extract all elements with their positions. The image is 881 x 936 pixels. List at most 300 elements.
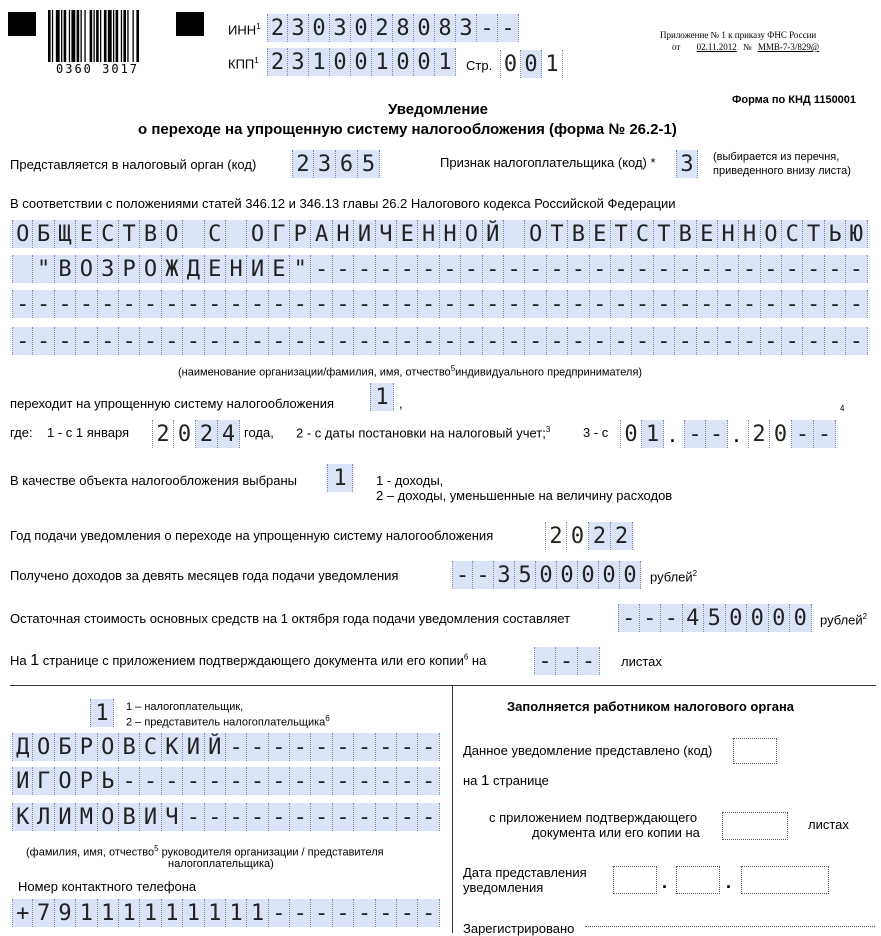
char-cell: 2 bbox=[196, 420, 218, 448]
signer-option-1: 1 – налогоплательщик, bbox=[126, 701, 244, 713]
object-field[interactable] bbox=[327, 464, 353, 492]
char-cell: - bbox=[632, 255, 653, 283]
char-cell: - bbox=[739, 290, 760, 318]
income-field[interactable] bbox=[452, 561, 641, 589]
char-cell: - bbox=[590, 290, 611, 318]
barcode-image bbox=[48, 10, 166, 62]
office-heading: Заполняется работником налогового органа bbox=[507, 699, 795, 714]
char-cell: 0 bbox=[309, 14, 330, 42]
char-cell: - bbox=[290, 767, 311, 795]
char-cell: - bbox=[803, 327, 824, 355]
char-cell: - bbox=[697, 290, 718, 318]
char-cell: - bbox=[461, 255, 482, 283]
char-cell: - bbox=[706, 420, 728, 448]
char-cell: 0 bbox=[536, 561, 557, 589]
char-cell: - bbox=[397, 733, 418, 761]
char-cell: - bbox=[269, 733, 290, 761]
char-cell: - bbox=[782, 327, 803, 355]
char-cell: - bbox=[483, 327, 504, 355]
char-cell: - bbox=[183, 803, 204, 831]
char-cell: - bbox=[354, 290, 375, 318]
char-cell: - bbox=[226, 767, 247, 795]
char-cell: Ь bbox=[825, 220, 846, 248]
office-registered-label: Зарегистрировано bbox=[463, 921, 575, 936]
char-cell: А bbox=[311, 220, 332, 248]
char-cell: - bbox=[547, 290, 568, 318]
taxpayer-sign-note-1: (выбирается из перечня, bbox=[713, 151, 840, 163]
char-cell: О bbox=[76, 255, 97, 283]
assets-label: Остаточная стоимость основных средств на 1 октября года подачи уведомления составляет bbox=[10, 611, 571, 626]
kpp-label: КПП$^1$ bbox=[228, 56, 259, 72]
office-sheets-field[interactable] bbox=[722, 812, 788, 840]
char-cell: - bbox=[654, 327, 675, 355]
char-cell: О bbox=[55, 767, 76, 795]
char-cell: С bbox=[140, 733, 161, 761]
office-date-sep-1: . bbox=[662, 872, 668, 892]
char-cell: - bbox=[33, 327, 54, 355]
char-cell: - bbox=[290, 290, 311, 318]
char-cell: Г bbox=[33, 767, 54, 795]
assets-field[interactable] bbox=[618, 604, 812, 632]
char-cell: - bbox=[290, 899, 311, 927]
char-cell: - bbox=[333, 803, 354, 831]
char-cell: 1 bbox=[327, 464, 353, 492]
org-name-caption: (наименование организации/фамилия, имя, отчество$^5$индивидуального предпринимателя) bbox=[178, 364, 643, 379]
char-cell: - bbox=[632, 327, 653, 355]
char-cell: - bbox=[205, 290, 226, 318]
char-cell: - bbox=[98, 290, 119, 318]
char-cell: - bbox=[568, 327, 589, 355]
object-option-1: 1 - доходы, bbox=[376, 473, 444, 488]
column-divider bbox=[452, 685, 453, 933]
char-cell: - bbox=[782, 255, 803, 283]
char-cell: - bbox=[418, 327, 439, 355]
char-cell: - bbox=[247, 327, 268, 355]
taxpayer-sign-label: Признак налогоплательщика (код) * bbox=[440, 155, 656, 170]
date-month-field[interactable] bbox=[684, 420, 728, 448]
char-cell: + bbox=[12, 899, 33, 927]
char-cell: 2 bbox=[152, 420, 174, 448]
char-cell: - bbox=[618, 604, 640, 632]
char-cell: - bbox=[611, 290, 632, 318]
char-cell: 3 bbox=[494, 561, 515, 589]
char-cell: 1 bbox=[370, 383, 394, 411]
org-name-row-3[interactable] bbox=[12, 290, 868, 318]
char-cell: 3 bbox=[676, 150, 698, 178]
office-code-field[interactable] bbox=[733, 738, 777, 764]
office-date-month[interactable] bbox=[676, 866, 720, 894]
kpp-field[interactable] bbox=[267, 48, 456, 76]
pages-sheets-label: листах bbox=[621, 654, 662, 669]
char-cell: Й bbox=[205, 733, 226, 761]
notice-year-label: Год подачи уведомления о переходе на упрощенную систему налогообложения bbox=[10, 528, 494, 543]
barcode-bar bbox=[56, 10, 60, 62]
section-divider bbox=[10, 685, 876, 686]
char-cell: 5 bbox=[515, 561, 536, 589]
char-cell: И bbox=[140, 803, 161, 831]
char-cell: - bbox=[739, 255, 760, 283]
char-cell: - bbox=[12, 327, 33, 355]
char-cell: - bbox=[440, 290, 461, 318]
char-cell: - bbox=[247, 803, 268, 831]
char-cell: - bbox=[846, 290, 867, 318]
date-day-field[interactable] bbox=[620, 420, 664, 448]
char-cell: - bbox=[418, 290, 439, 318]
char-cell: 1 bbox=[98, 899, 119, 927]
char-cell: 1 bbox=[542, 50, 563, 78]
char-cell: - bbox=[556, 647, 578, 675]
org-name-row-4[interactable] bbox=[12, 327, 868, 355]
char-cell: - bbox=[376, 803, 397, 831]
char-cell: В bbox=[140, 220, 161, 248]
char-cell: Ж bbox=[162, 255, 183, 283]
char-cell: Д bbox=[12, 733, 33, 761]
option-2-label: 2 - с даты постановки на налоговый учет;$^3$ bbox=[296, 425, 551, 441]
char-cell: - bbox=[632, 290, 653, 318]
char-cell: 3 bbox=[288, 48, 309, 76]
char-cell: - bbox=[354, 733, 375, 761]
char-cell: - bbox=[761, 327, 782, 355]
char-cell: - bbox=[76, 327, 97, 355]
barcode-bar bbox=[108, 10, 112, 62]
barcode-bar bbox=[48, 10, 51, 62]
char-cell: - bbox=[697, 327, 718, 355]
char-cell: - bbox=[397, 290, 418, 318]
income-unit: рублей$^2$ bbox=[650, 569, 698, 585]
char-cell: - bbox=[33, 290, 54, 318]
char-cell: - bbox=[333, 327, 354, 355]
char-cell: - bbox=[333, 899, 354, 927]
char-cell: - bbox=[247, 290, 268, 318]
char-cell: Й bbox=[483, 220, 504, 248]
char-cell: - bbox=[483, 290, 504, 318]
form-code: Форма по КНД 1150001 bbox=[732, 94, 857, 106]
char-cell: О bbox=[461, 220, 482, 248]
char-cell: 6 bbox=[336, 150, 358, 178]
char-cell: - bbox=[376, 290, 397, 318]
char-cell: - bbox=[162, 767, 183, 795]
signer-patronymic-field[interactable] bbox=[12, 803, 440, 831]
char-cell: - bbox=[333, 290, 354, 318]
char-cell: 0 bbox=[414, 14, 435, 42]
taxpayer-sign-field[interactable] bbox=[676, 150, 698, 178]
char-cell: М bbox=[76, 803, 97, 831]
char-cell: Т bbox=[119, 220, 140, 248]
char-cell: 1 bbox=[372, 48, 393, 76]
char-cell: 0 bbox=[578, 561, 599, 589]
char-cell: - bbox=[354, 255, 375, 283]
char-cell: - bbox=[739, 327, 760, 355]
char-cell: С bbox=[98, 220, 119, 248]
char-cell: - bbox=[525, 255, 546, 283]
page-field[interactable] bbox=[500, 50, 563, 78]
char-cell: - bbox=[590, 255, 611, 283]
char-cell: - bbox=[226, 327, 247, 355]
char-cell: 2 bbox=[589, 522, 611, 550]
inn-field[interactable] bbox=[267, 14, 519, 42]
char-cell: - bbox=[226, 733, 247, 761]
char-cell bbox=[183, 220, 204, 248]
form-subtitle: о переходе на упрощенную систему налогообложения (форма № 26.2-1) bbox=[138, 121, 677, 138]
char-cell: Н bbox=[226, 255, 247, 283]
office-date-label-2: уведомления bbox=[463, 880, 544, 895]
transition-comma: , bbox=[399, 396, 403, 411]
phone-field[interactable] bbox=[12, 899, 440, 927]
char-cell: - bbox=[525, 327, 546, 355]
barcode-bar bbox=[81, 10, 82, 62]
barcode-bar bbox=[127, 10, 128, 62]
char-cell: " bbox=[33, 255, 54, 283]
notice-year-field[interactable] bbox=[545, 522, 633, 550]
tax-office-label: Представляется в налоговый орган (код) bbox=[10, 157, 257, 172]
char-cell: - bbox=[311, 255, 332, 283]
char-cell: - bbox=[611, 255, 632, 283]
org-name-row-1[interactable] bbox=[12, 220, 868, 248]
char-cell: 2 bbox=[611, 522, 633, 550]
char-cell: - bbox=[311, 767, 332, 795]
char-cell: - bbox=[418, 767, 439, 795]
char-cell: - bbox=[205, 767, 226, 795]
char-cell: О bbox=[140, 255, 161, 283]
signer-option-2: 2 – представитель налогоплательщика$^6$ bbox=[126, 714, 330, 729]
char-cell: З bbox=[98, 255, 119, 283]
office-date-day[interactable] bbox=[613, 866, 657, 894]
char-cell: - bbox=[55, 327, 76, 355]
char-cell: - bbox=[333, 767, 354, 795]
char-cell: - bbox=[98, 327, 119, 355]
signer-name-field[interactable] bbox=[12, 767, 440, 795]
char-cell: - bbox=[269, 327, 290, 355]
char-cell: 2 bbox=[267, 14, 288, 42]
char-cell: Е bbox=[76, 220, 97, 248]
assets-unit: рублей$^2$ bbox=[820, 612, 868, 628]
char-cell: - bbox=[654, 290, 675, 318]
char-cell: - bbox=[640, 604, 662, 632]
char-cell: Е bbox=[397, 220, 418, 248]
char-cell: В bbox=[675, 220, 696, 248]
year-field[interactable] bbox=[152, 420, 240, 448]
char-cell: 0 bbox=[620, 420, 642, 448]
date-separator-2: . bbox=[734, 426, 740, 446]
transition-label: переходит на упрощенную систему налогообложения bbox=[10, 396, 335, 411]
char-cell: О bbox=[761, 220, 782, 248]
char-cell: - bbox=[376, 899, 397, 927]
appendix-note: Приложение № 1 к приказу ФНС России bbox=[660, 30, 817, 40]
char-cell: 1 bbox=[435, 48, 456, 76]
char-cell: - bbox=[311, 899, 332, 927]
signer-surname-field[interactable] bbox=[12, 733, 440, 761]
char-cell: Н bbox=[418, 220, 439, 248]
char-cell: О bbox=[12, 220, 33, 248]
char-cell: 2 bbox=[748, 420, 770, 448]
char-cell: В bbox=[568, 220, 589, 248]
char-cell: И bbox=[354, 220, 375, 248]
char-cell: - bbox=[311, 327, 332, 355]
char-cell: 0 bbox=[557, 561, 578, 589]
char-cell: 1 bbox=[90, 699, 114, 727]
char-cell: Р bbox=[76, 733, 97, 761]
transition-field[interactable] bbox=[370, 383, 394, 411]
char-cell: - bbox=[814, 420, 836, 448]
char-cell: - bbox=[376, 767, 397, 795]
char-cell: - bbox=[119, 327, 140, 355]
char-cell bbox=[226, 220, 247, 248]
char-cell: - bbox=[418, 803, 439, 831]
char-cell: 2 bbox=[545, 522, 567, 550]
char-cell: - bbox=[477, 14, 498, 42]
char-cell: - bbox=[461, 327, 482, 355]
char-cell: Ь bbox=[98, 767, 119, 795]
char-cell: 1 bbox=[140, 899, 161, 927]
char-cell: 1 bbox=[642, 420, 664, 448]
char-cell: - bbox=[792, 420, 814, 448]
char-cell: 3 bbox=[456, 14, 477, 42]
org-name-row-2[interactable] bbox=[12, 255, 868, 283]
char-cell: - bbox=[718, 255, 739, 283]
char-cell: Г bbox=[269, 220, 290, 248]
char-cell: - bbox=[504, 290, 525, 318]
char-cell: - bbox=[183, 767, 204, 795]
corner-marker-right bbox=[176, 12, 204, 36]
char-cell: - bbox=[697, 255, 718, 283]
char-cell: - bbox=[354, 803, 375, 831]
char-cell: Ч bbox=[376, 220, 397, 248]
char-cell: - bbox=[498, 14, 519, 42]
char-cell: 0 bbox=[567, 522, 589, 550]
barcode-bar bbox=[113, 10, 114, 62]
char-cell: Р bbox=[290, 220, 311, 248]
char-cell: - bbox=[418, 899, 439, 927]
char-cell: - bbox=[140, 327, 161, 355]
char-cell: - bbox=[846, 327, 867, 355]
corner-marker-left bbox=[8, 12, 36, 36]
char-cell: И bbox=[183, 733, 204, 761]
char-cell: 3 bbox=[288, 14, 309, 42]
char-cell: 3 bbox=[330, 14, 351, 42]
char-cell: 3 bbox=[314, 150, 336, 178]
char-cell: - bbox=[183, 327, 204, 355]
char-cell: - bbox=[119, 290, 140, 318]
char-cell: И bbox=[247, 255, 268, 283]
char-cell: 8 bbox=[393, 14, 414, 42]
char-cell: Е bbox=[697, 220, 718, 248]
char-cell: - bbox=[290, 733, 311, 761]
barcode-bar bbox=[133, 10, 134, 62]
signer-type-field[interactable] bbox=[90, 699, 114, 727]
char-cell: 9 bbox=[55, 899, 76, 927]
char-cell: О bbox=[525, 220, 546, 248]
char-cell: - bbox=[568, 255, 589, 283]
char-cell: - bbox=[418, 255, 439, 283]
char-cell: - bbox=[12, 290, 33, 318]
char-cell: - bbox=[269, 767, 290, 795]
char-cell: Н bbox=[718, 220, 739, 248]
char-cell: Т bbox=[611, 220, 632, 248]
char-cell: 1 bbox=[205, 899, 226, 927]
char-cell: 0 bbox=[351, 14, 372, 42]
barcode-number: 0360 3017 bbox=[56, 62, 140, 76]
date-separator-1: . bbox=[670, 426, 676, 446]
char-cell: 2 bbox=[372, 14, 393, 42]
char-cell: Т bbox=[803, 220, 824, 248]
char-cell: Н bbox=[333, 220, 354, 248]
char-cell: - bbox=[718, 327, 739, 355]
char-cell: И bbox=[55, 803, 76, 831]
appendix-ref: от 02.11.2012 № ММВ-7-3/829@ bbox=[672, 42, 820, 52]
char-cell: - bbox=[534, 647, 556, 675]
char-cell: О bbox=[98, 733, 119, 761]
char-cell: 8 bbox=[435, 14, 456, 42]
pages-field[interactable] bbox=[534, 647, 600, 675]
char-cell: 0 bbox=[521, 50, 542, 78]
office-sheets-label: листах bbox=[808, 817, 849, 832]
char-cell: - bbox=[452, 561, 473, 589]
char-cell: - bbox=[803, 290, 824, 318]
year-word: года, bbox=[244, 425, 274, 440]
char-cell: О bbox=[98, 803, 119, 831]
char-cell: 0 bbox=[174, 420, 196, 448]
char-cell: - bbox=[461, 290, 482, 318]
char-cell: 4 bbox=[683, 604, 705, 632]
date-footnote: 4 bbox=[840, 404, 845, 413]
barcode-bar bbox=[77, 10, 80, 62]
taxpayer-sign-note-2: приведенного внизу листа) bbox=[713, 165, 851, 177]
char-cell: - bbox=[846, 255, 867, 283]
char-cell: - bbox=[376, 733, 397, 761]
char-cell: - bbox=[119, 767, 140, 795]
char-cell: - bbox=[55, 290, 76, 318]
char-cell: О bbox=[33, 733, 54, 761]
legal-basis: В соответствии с положениями статей 346.12 и 346.13 главы 26.2 Налогового кодекса Российской Федерации bbox=[10, 196, 676, 211]
char-cell: - bbox=[590, 327, 611, 355]
char-cell: Щ bbox=[55, 220, 76, 248]
char-cell: - bbox=[675, 290, 696, 318]
char-cell: - bbox=[354, 899, 375, 927]
barcode-bar bbox=[96, 10, 99, 62]
date-year-field[interactable] bbox=[748, 420, 836, 448]
char-cell: - bbox=[761, 290, 782, 318]
char-cell: - bbox=[269, 803, 290, 831]
inn-label: ИНН$^1$ bbox=[228, 22, 261, 38]
char-cell: - bbox=[525, 290, 546, 318]
char-cell: С bbox=[205, 220, 226, 248]
pages-line: На 1 странице с приложением подтверждающего документа или его копии$^6$ на bbox=[10, 652, 487, 669]
char-cell: - bbox=[547, 255, 568, 283]
form-title: Уведомление bbox=[388, 101, 489, 118]
office-appendix-1: с приложением подтверждающего bbox=[489, 810, 698, 825]
char-cell: - bbox=[825, 327, 846, 355]
office-appendix-2: документа или его копии на bbox=[532, 825, 700, 840]
barcode-bar bbox=[94, 10, 95, 62]
barcode-bar bbox=[104, 10, 107, 62]
char-cell: 1 bbox=[162, 899, 183, 927]
char-cell: Т bbox=[547, 220, 568, 248]
char-cell: Е bbox=[205, 255, 226, 283]
char-cell: - bbox=[205, 803, 226, 831]
char-cell: - bbox=[547, 327, 568, 355]
char-cell: - bbox=[140, 767, 161, 795]
char-cell: - bbox=[247, 733, 268, 761]
char-cell: 0 bbox=[414, 48, 435, 76]
char-cell: - bbox=[205, 327, 226, 355]
char-cell: - bbox=[718, 290, 739, 318]
char-cell: Н bbox=[739, 220, 760, 248]
office-date-sep-2: . bbox=[726, 872, 732, 892]
char-cell: К bbox=[162, 733, 183, 761]
office-date-year[interactable] bbox=[741, 866, 829, 894]
tax-office-field[interactable] bbox=[292, 150, 380, 178]
char-cell: - bbox=[578, 647, 600, 675]
